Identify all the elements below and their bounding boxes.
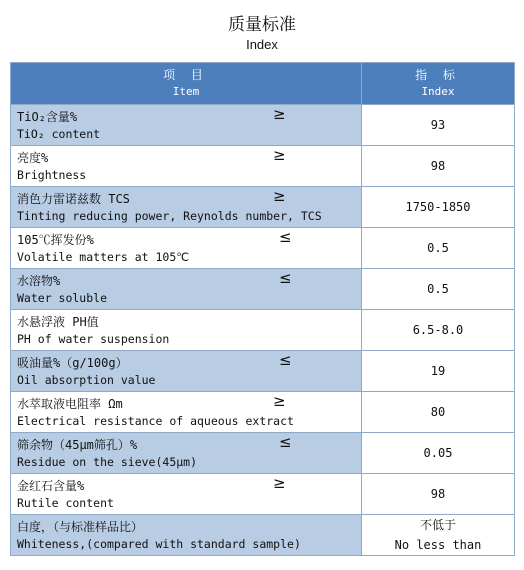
header-index-en: Index	[421, 84, 455, 98]
item-name-en: Residue on the sieve(45μm)	[17, 455, 198, 469]
item-cell	[11, 474, 362, 515]
index-value: 98	[430, 487, 446, 501]
index-value: 93	[430, 118, 446, 132]
table-row	[11, 146, 515, 187]
index-value-cell	[362, 228, 515, 269]
item-name-zh: 水溶物%	[17, 274, 61, 288]
index-value: 不低于	[419, 518, 456, 532]
header-item-en: Item	[172, 84, 200, 98]
index-value-cell	[362, 515, 515, 556]
item-name-en: Rutile content	[17, 496, 114, 510]
index-value: 0.05	[423, 446, 453, 460]
table-row	[11, 269, 515, 310]
item-name-en: Electrical resistance of aqueous extract	[17, 414, 294, 428]
header-item	[11, 63, 362, 105]
table-row	[11, 105, 515, 146]
item-name-en: Water soluble	[17, 291, 108, 305]
index-value-cell	[362, 351, 515, 392]
index-value-en: No less than	[394, 538, 482, 552]
header-index	[362, 63, 515, 105]
item-name-zh: 筛余物（45μm筛孔）%	[17, 438, 138, 452]
page-subtitle: Index	[246, 37, 278, 52]
item-name-zh: 水悬浮液 PH值	[17, 315, 99, 329]
comparison-symbol: ≥	[273, 392, 286, 410]
item-cell	[11, 187, 362, 228]
index-value-cell	[362, 269, 515, 310]
item-name-en: Oil absorption value	[17, 373, 156, 387]
item-name-en: Whiteness,(compared with standard sample)	[17, 537, 301, 551]
index-value-cell	[362, 433, 515, 474]
item-name-zh: 白度，（与标准样品比）	[17, 520, 144, 534]
comparison-symbol: ≥	[273, 146, 286, 164]
item-cell	[11, 269, 362, 310]
table-row	[11, 187, 515, 228]
comparison-symbol: ≥	[273, 105, 286, 123]
table-row	[11, 228, 515, 269]
item-name-en: TiO₂ content	[17, 127, 101, 141]
index-value: 19	[430, 364, 446, 378]
index-value: 0.5	[427, 282, 449, 296]
comparison-symbol: ≥	[273, 187, 286, 205]
item-cell	[11, 392, 362, 433]
item-cell	[11, 228, 362, 269]
index-value: 1750-1850	[405, 200, 471, 214]
index-value-cell	[362, 105, 515, 146]
index-value-cell	[362, 187, 515, 228]
table-row	[11, 515, 515, 556]
item-name-en: Volatile matters at 105℃	[17, 250, 190, 264]
index-value-cell	[362, 310, 515, 351]
table-row	[11, 433, 515, 474]
comparison-symbol: ≤	[279, 433, 292, 451]
comparison-symbol: ≥	[273, 474, 286, 492]
item-name-zh: 亮度%	[17, 151, 49, 165]
table-row	[11, 392, 515, 433]
index-value-cell	[362, 474, 515, 515]
item-name-en: Brightness	[17, 168, 87, 182]
item-cell	[11, 433, 362, 474]
table-row	[11, 474, 515, 515]
item-cell	[11, 310, 362, 351]
index-value: 80	[430, 405, 446, 419]
comparison-symbol: ≤	[279, 269, 292, 287]
item-name-en: Tinting reducing power, Reynolds number, TCS	[17, 209, 322, 223]
item-name-zh: 消色力雷诺兹数 TCS	[17, 192, 130, 206]
item-cell	[11, 105, 362, 146]
quality-standard-table	[10, 62, 515, 556]
item-name-zh: 水萃取液电阻率 Ωm	[17, 397, 123, 411]
header-index-zh: 指 标	[415, 67, 461, 82]
comparison-symbol: ≤	[279, 228, 292, 246]
table-row	[11, 351, 515, 392]
item-cell	[11, 515, 362, 556]
table-row	[11, 310, 515, 351]
page-title: 质量标准	[228, 15, 296, 35]
item-cell	[11, 146, 362, 187]
comparison-symbol: ≤	[279, 351, 292, 369]
index-value: 6.5-8.0	[412, 323, 464, 337]
index-value: 98	[430, 159, 446, 173]
header-item-zh: 项 目	[163, 67, 209, 82]
index-value: 0.5	[427, 241, 449, 255]
item-name-zh: 105℃挥发份%	[17, 233, 94, 247]
item-cell	[11, 351, 362, 392]
table-header-row	[11, 63, 515, 105]
item-name-zh: 吸油量%（g/100g）	[17, 356, 128, 370]
item-name-zh: TiO₂含量%	[17, 110, 78, 124]
item-name-en: PH of water suspension	[17, 332, 170, 346]
index-value-cell	[362, 146, 515, 187]
item-name-zh: 金红石含量%	[17, 479, 85, 493]
index-value-cell	[362, 392, 515, 433]
